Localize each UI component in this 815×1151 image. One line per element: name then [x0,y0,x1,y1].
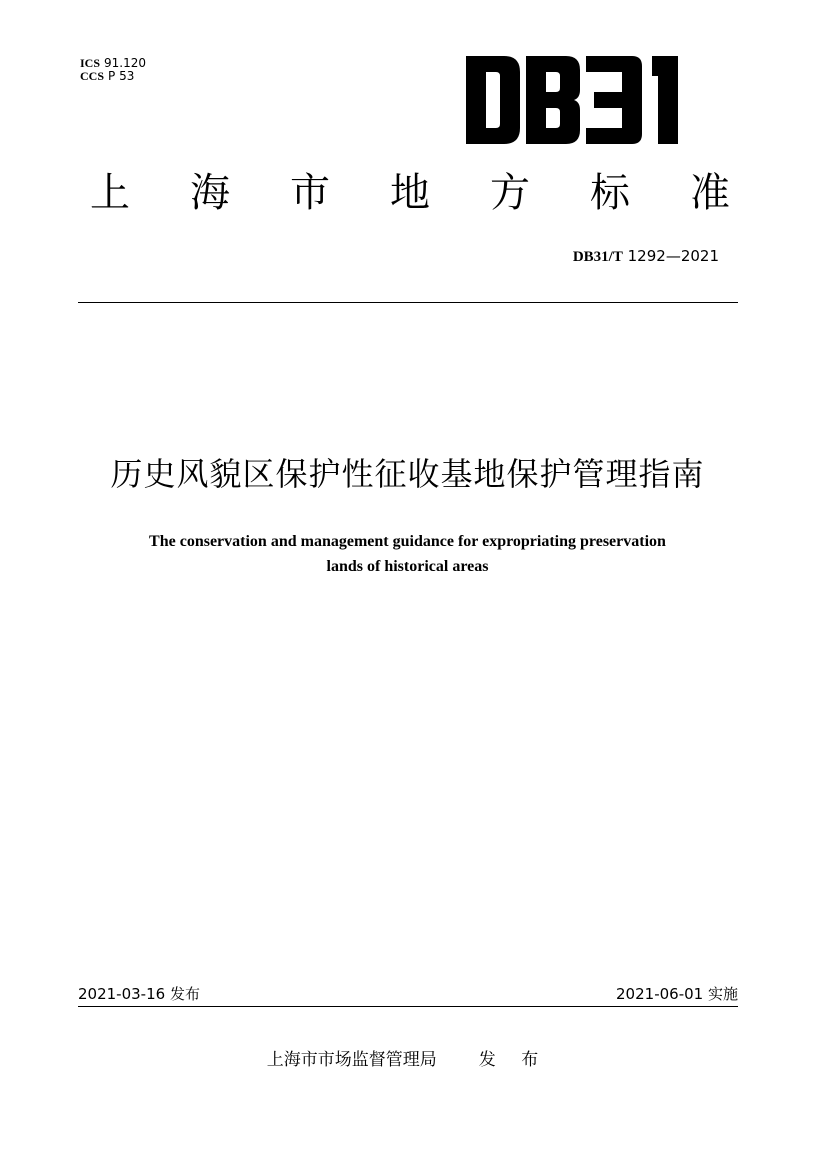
document-title-en [60,529,755,579]
implement-date-label: 实施 [707,985,738,1003]
ics-label: ICS [80,56,101,70]
org-title-char: 海 [190,170,230,216]
org-title-char: 方 [490,170,530,216]
issue-date-label: 发布 [169,985,200,1003]
title-en-line-1: The conservation and management guidance for expropriating preservation [149,533,666,550]
footer-divider [78,1006,738,1007]
implement-date-value: 2021-06-01 [616,985,704,1003]
logo-digit-1 [652,56,678,144]
org-title-char: 准 [690,170,730,216]
header-divider [78,302,738,303]
standard-code: 1292—2021 [627,247,719,265]
issue-date-value: 2021-03-16 [78,985,166,1003]
issuer-line [0,1048,815,1072]
standard-prefix: DB31/T [572,249,623,265]
document-title-cn: 历史风貌区保护性征收基地保护管理指南 [110,455,705,493]
classification-block [80,57,146,83]
logo-digit-3 [586,56,642,144]
ccs-line [80,70,146,83]
issuer-name: 上海市市场监督管理局 [266,1050,437,1070]
ccs-label: CCS [80,69,105,83]
issue-date [78,984,200,1004]
logo-letter-b [526,56,580,144]
title-en-line-2: lands of historical areas [326,558,489,575]
ccs-code: P 53 [108,69,135,83]
issuer-action: 发 布 [478,1050,549,1070]
standard-number [573,246,719,267]
org-title-char: 上 [90,170,130,216]
db31-logo [466,56,690,144]
org-title-char: 市 [290,170,330,216]
implement-date [616,984,738,1004]
logo-letter-d [466,56,520,144]
org-title-char: 标 [590,170,630,216]
org-title-char: 地 [390,170,430,216]
org-title [90,168,730,218]
ics-code: 91.120 [104,56,147,70]
